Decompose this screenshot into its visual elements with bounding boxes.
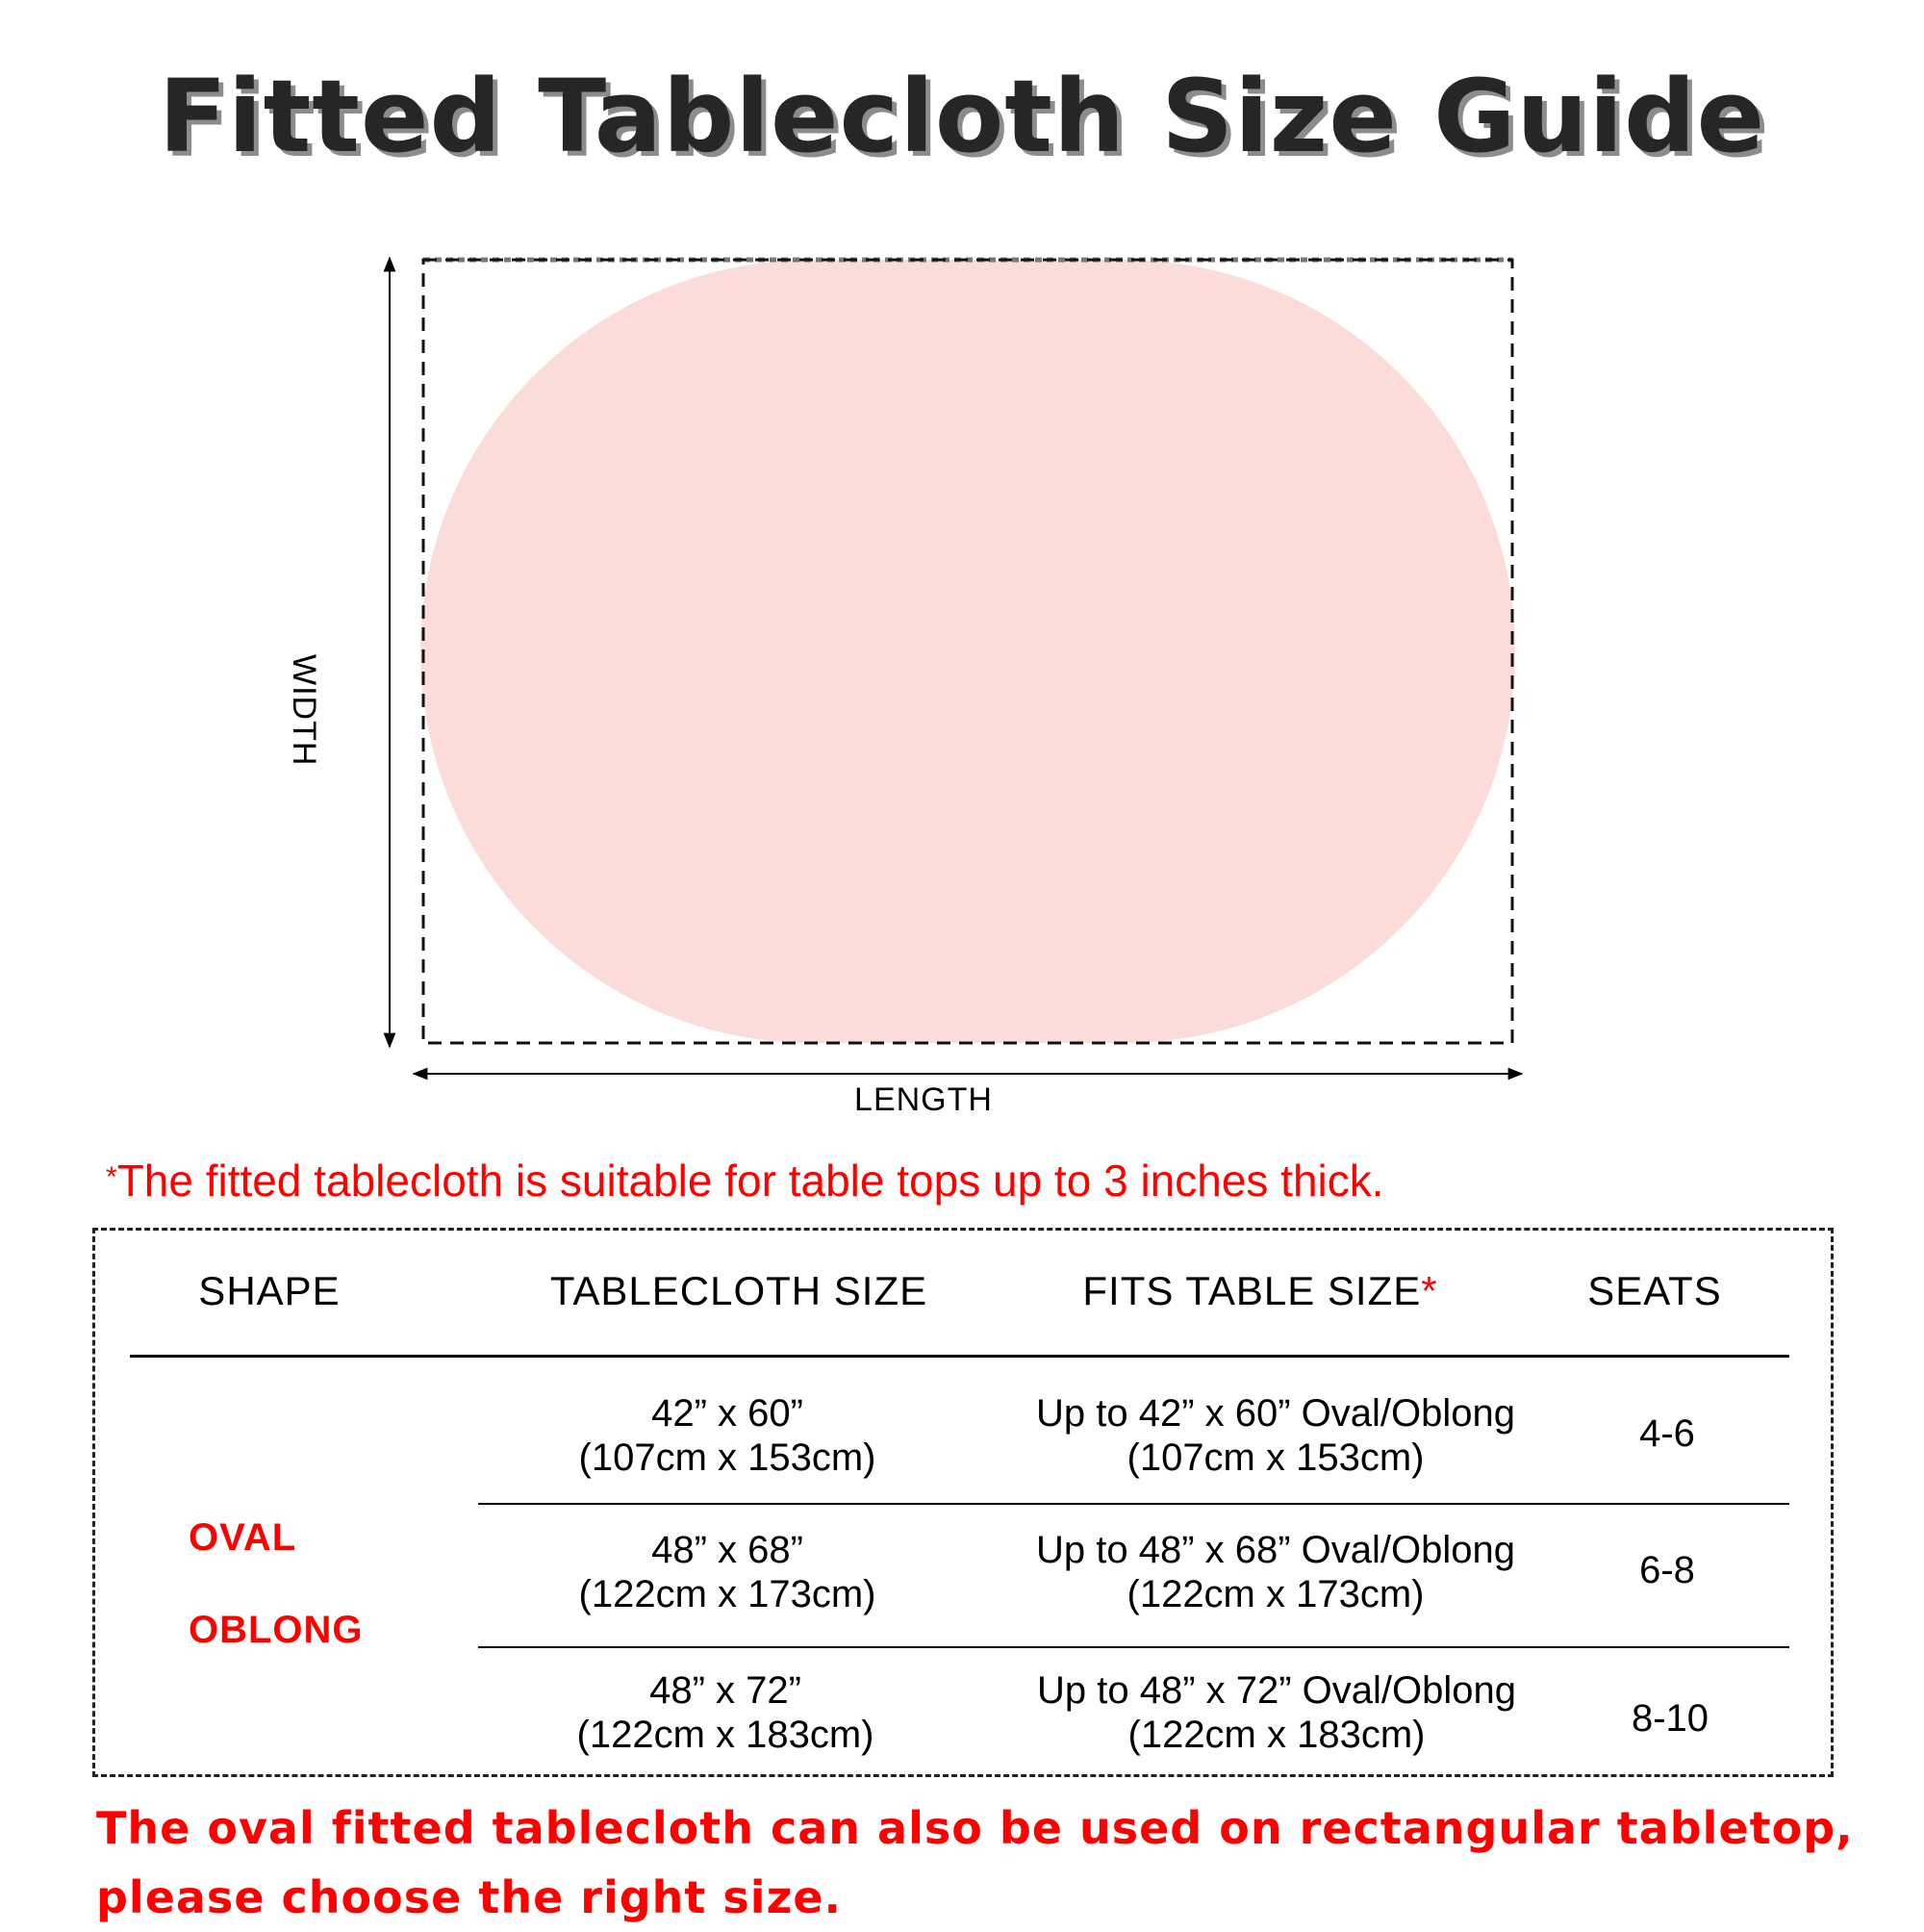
fits-size-cm: (107cm x 153cm) — [1127, 1436, 1425, 1479]
tablecloth-size-inches: 42” x 60” — [651, 1392, 803, 1435]
page-title: Fitted Tablecloth Size Guide — [158, 58, 1766, 175]
tablecloth-size-cm: (122cm x 173cm) — [578, 1573, 876, 1615]
table-row-3-fits-size — [1037, 1668, 1516, 1757]
header-shape: SHAPE — [198, 1268, 341, 1313]
table-row-3-seats: 8-10 — [1631, 1697, 1709, 1740]
fits-size-inches: Up to 48” x 68” Oval/Oblong — [1035, 1529, 1516, 1571]
fits-size-cm: (122cm x 183cm) — [1127, 1714, 1426, 1756]
table-row-1-seats: 4-6 — [1639, 1412, 1695, 1455]
table-row-2-seats: 6-8 — [1639, 1549, 1695, 1591]
tablecloth-size-inches: 48” x 68” — [651, 1529, 803, 1571]
header-tablecloth-size: TABLECLOTH SIZE — [549, 1268, 928, 1313]
thickness-note-text: The fitted tablecloth is suitable for table tops up to 3 inches thick. — [116, 1156, 1384, 1206]
tablecloth-size-inches: 48” x 72” — [649, 1669, 801, 1712]
thickness-note — [106, 1155, 1384, 1207]
rectangular-usage-note: The oval fitted tablecloth can also be used on rectangular tabletop, please choose the right size. — [96, 1802, 1854, 1923]
header-fits-asterisk: * — [1421, 1268, 1438, 1313]
table-row-3-tablecloth-size — [577, 1668, 874, 1757]
header-divider — [130, 1355, 1789, 1358]
fits-size-inches: Up to 42” x 60” Oval/Oblong — [1035, 1392, 1516, 1435]
table-row-1-tablecloth-size — [579, 1391, 876, 1480]
length-label: LENGTH — [854, 1081, 993, 1118]
tablecloth-oval — [420, 260, 1515, 1043]
fits-size-cm: (122cm x 173cm) — [1127, 1573, 1425, 1615]
table-row-2-fits-size — [1036, 1528, 1515, 1616]
table-row-1-fits-size — [1036, 1391, 1515, 1480]
note-asterisk: * — [106, 1161, 117, 1193]
row-divider — [478, 1503, 1789, 1505]
tablecloth-size-cm: (122cm x 183cm) — [576, 1714, 874, 1756]
width-label: WIDTH — [286, 654, 322, 767]
table-row-2-tablecloth-size — [579, 1528, 876, 1616]
fits-size-inches: Up to 48” x 72” Oval/Oblong — [1036, 1669, 1517, 1712]
tablecloth-size-cm: (107cm x 153cm) — [578, 1436, 876, 1479]
header-fits-table-size — [1082, 1268, 1437, 1314]
shape-label-oval: OVAL — [189, 1516, 297, 1559]
header-seats: SEATS — [1587, 1268, 1722, 1313]
shape-label-oblong: OBLONG — [189, 1609, 364, 1651]
header-fits-table-size-label: FITS TABLE SIZE — [1082, 1268, 1422, 1313]
row-divider — [478, 1646, 1789, 1648]
